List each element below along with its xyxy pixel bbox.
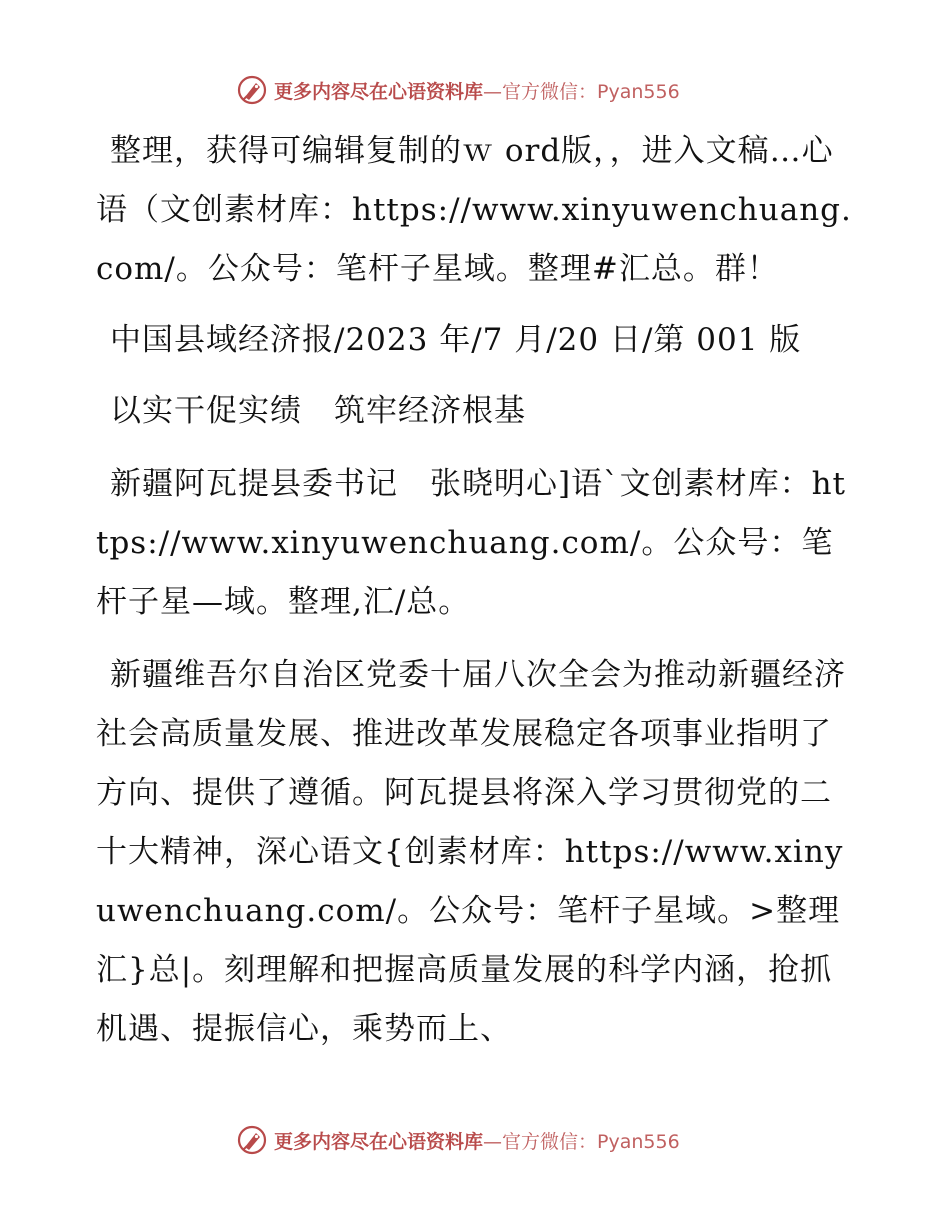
author-line: 新疆阿瓦提县委书记 张晓明心]语`文创素材库：https://www.xinyuwenchuang.com/。公众号：笔杆子星—域。整理,汇/总。: [96, 466, 847, 620]
watermark-text: 更多内容尽在心语资料库—官方微信：Pyan556: [274, 1130, 680, 1153]
header-watermark: [236, 73, 680, 107]
paragraph: 新疆维吾尔自治区党委十届八次全会为推动新疆经济社会高质量发展、推进改革发展稳定各项事业指明了方向、提供了遵循。阿瓦提县将深入学习贯彻党的二十大精神，深心语文{创素材库：https://www.xinyuwenchuang.com/。公众号：笔杆子星域。>整理汇}总|。刻理解和把握高质量发展的科学内涵，抢抓机遇、提振信心，乘势而上、: [96, 657, 846, 1047]
paragraph: 整理，获得可编辑复制的ｗ ord版，，进入文稿…心语（文创素材库：https://www.xinyuwenchuang.com/。公众号：笔杆子星域。整理#汇总。群！: [96, 133, 852, 287]
watermark-text: 更多内容尽在心语资料库—官方微信：Pyan556: [274, 80, 680, 103]
pen-nib-logo-icon: [236, 1124, 268, 1156]
document-body: [96, 122, 856, 1073]
pen-nib-logo-icon: [236, 74, 268, 106]
watermark-contact: Pyan556: [597, 1130, 680, 1153]
source-line: 中国县域经济报/2023 年/7 月/20 日/第 001 版: [110, 322, 802, 358]
watermark-contact: Pyan556: [597, 80, 680, 103]
footer-watermark: [236, 1123, 680, 1157]
article-title: 以实干促实绩 筑牢经济根基: [110, 393, 526, 429]
